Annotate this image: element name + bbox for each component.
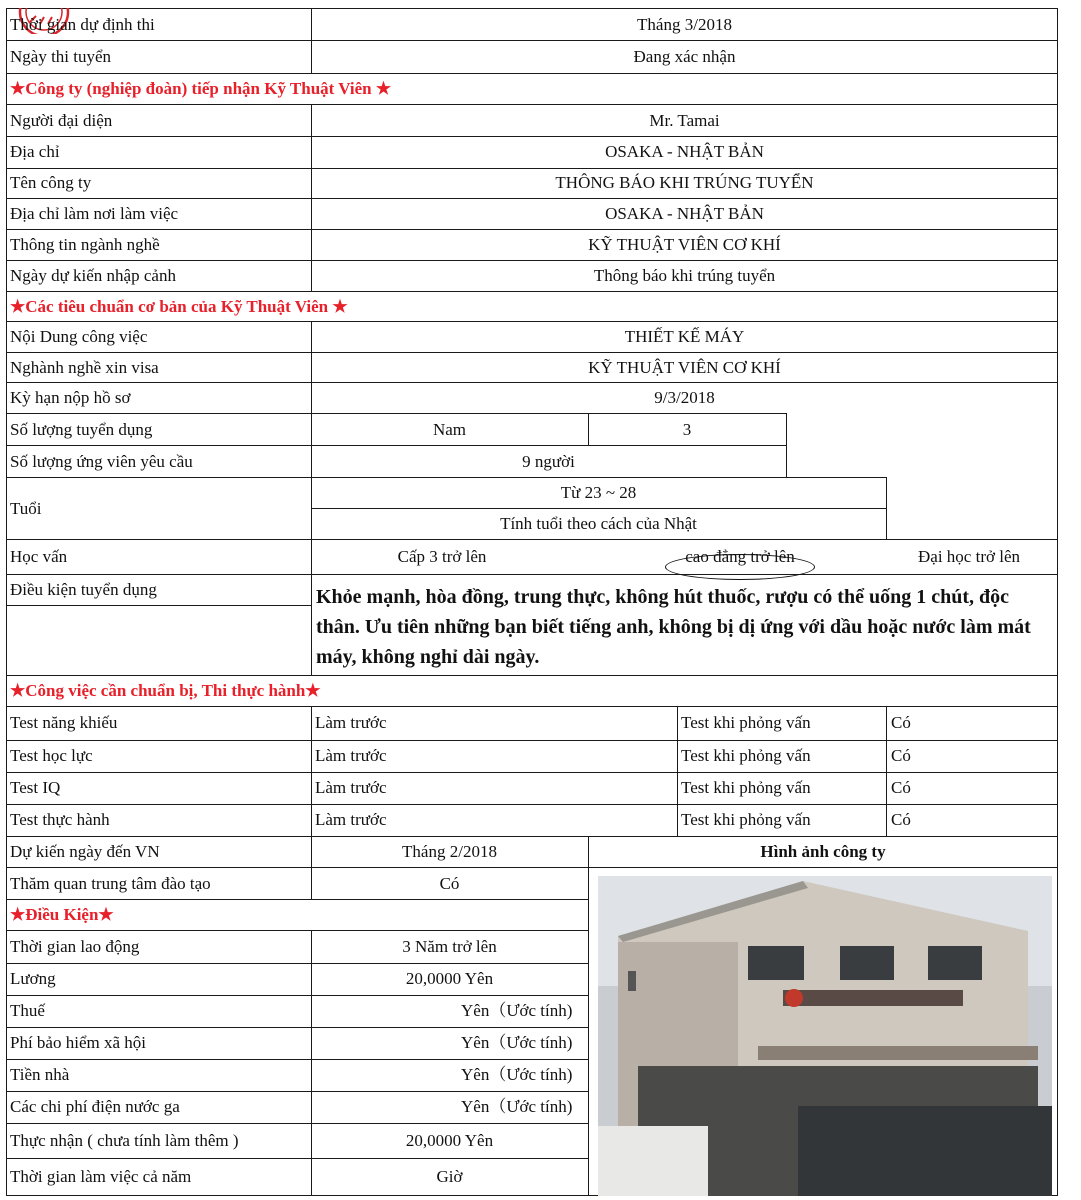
salary-label: Lương xyxy=(10,969,56,988)
conditions-label: Điều kiện tuyển dụng xyxy=(10,580,157,599)
test-interview: Test khi phỏng vấn xyxy=(681,778,811,797)
exam-time-label: Thời gian dự định thi xyxy=(10,15,155,34)
test-yes: Có xyxy=(891,778,911,797)
address-value: OSAKA - NHẬT BẢN xyxy=(605,142,764,161)
education-option-highschool: Cấp 3 trở lên xyxy=(397,547,487,566)
terms-section-heading: ★Điều Kiện★ xyxy=(10,905,114,924)
housing-label: Tiền nhà xyxy=(10,1065,70,1084)
housing-value: Yên（Ước tính) xyxy=(461,1065,573,1084)
test-pre: Làm trước xyxy=(315,778,387,797)
quota-label: Số lượng tuyển dụng xyxy=(10,420,153,439)
test-name: Test học lực xyxy=(10,746,93,765)
test-name: Test thực hành xyxy=(10,810,110,829)
test-name: Test năng khiếu xyxy=(10,713,118,732)
visit-value: Có xyxy=(439,874,460,893)
address-label: Địa chỉ xyxy=(10,142,60,161)
insurance-value: Yên（Ước tính) xyxy=(461,1033,573,1052)
conditions-text: Khỏe mạnh, hòa đồng, trung thực, không hút thuốc, rượu có thể uống 1 chút, độc thân. Ưu tiên những bạn biết tiếng anh, không bị dị ứng với dầu hoặc nước làm mát máy, không nghỉ dài ngày. xyxy=(316,586,1031,668)
annual-hours-value: Giờ xyxy=(436,1167,463,1186)
deadline-label: Kỳ hạn nộp hồ sơ xyxy=(10,388,131,407)
utilities-label: Các chi phí điện nước ga xyxy=(10,1097,180,1116)
recruitment-sheet xyxy=(6,8,1058,1196)
net-income-label: Thực nhận ( chưa tính làm thêm ) xyxy=(10,1131,239,1150)
photo-label: Hình ảnh công ty xyxy=(760,842,886,861)
age-range: Từ 23 ~ 28 xyxy=(560,483,637,502)
net-income-value: 20,0000 Yên xyxy=(405,1131,494,1150)
test-yes: Có xyxy=(891,746,911,765)
test-pre: Làm trước xyxy=(315,746,387,765)
company-name-label: Tên công ty xyxy=(10,173,92,192)
representative-value: Mr. Tamai xyxy=(649,111,720,130)
age-note: Tính tuổi theo cách của Nhật xyxy=(500,514,697,533)
industry-label: Thông tin ngành nghề xyxy=(10,235,160,254)
tax-label: Thuế xyxy=(10,1001,45,1020)
labor-value: 3 Năm trở lên xyxy=(402,937,497,956)
workplace-label: Địa chỉ làm nơi làm việc xyxy=(10,204,179,223)
exam-date-value: Đang xác nhận xyxy=(633,47,736,66)
insurance-label: Phí bảo hiểm xã hội xyxy=(10,1033,146,1052)
exam-time-value: Tháng 3/2018 xyxy=(637,15,732,34)
company-name-value: THÔNG BÁO KHI TRÚNG TUYỂN xyxy=(555,173,814,192)
prep-section-heading: ★Công việc cần chuẩn bị, Thi thực hành★ xyxy=(10,681,321,700)
deadline-value: 9/3/2018 xyxy=(654,388,715,407)
visit-label: Thăm quan trung tâm đào tạo xyxy=(10,874,211,893)
labor-label: Thời gian lao động xyxy=(10,937,140,956)
age-label: Tuổi xyxy=(10,499,42,518)
test-pre: Làm trước xyxy=(315,713,387,732)
arrival-value: Tháng 2/2018 xyxy=(402,842,497,861)
salary-value: 20,0000 Yên xyxy=(405,969,494,988)
test-interview: Test khi phỏng vấn xyxy=(681,713,811,732)
test-pre: Làm trước xyxy=(315,810,387,829)
visa-value: KỸ THUẬT VIÊN CƠ KHÍ xyxy=(588,358,781,377)
utilities-value: Yên（Ước tính) xyxy=(461,1097,573,1116)
entry-date-value: Thông báo khi trúng tuyển xyxy=(593,266,776,285)
quota-count: 3 xyxy=(682,420,692,439)
education-option-university: Đại học trở lên xyxy=(918,547,1020,566)
candidates-label: Số lượng ứng viên yêu cầu xyxy=(10,452,193,471)
annual-hours-label: Thời gian làm việc cả năm xyxy=(10,1167,192,1186)
test-interview: Test khi phỏng vấn xyxy=(681,746,811,765)
education-option-college: cao đẳng trở lên xyxy=(685,547,795,566)
visa-label: Nghành nghề xin visa xyxy=(10,358,159,377)
test-name: Test IQ xyxy=(10,778,61,797)
test-interview: Test khi phỏng vấn xyxy=(681,810,811,829)
entry-date-label: Ngày dự kiến nhập cảnh xyxy=(10,266,176,285)
quota-gender: Nam xyxy=(432,420,467,439)
tax-value: Yên（Ước tính) xyxy=(461,1001,573,1020)
representative-label: Người đại diện xyxy=(10,111,113,130)
candidates-value: 9 người xyxy=(522,452,575,471)
test-yes: Có xyxy=(891,810,911,829)
job-content-value: THIẾT KẾ MÁY xyxy=(624,327,745,346)
company-section-heading: ★Công ty (nghiệp đoàn) tiếp nhận Kỹ Thuật Viên ★ xyxy=(10,79,392,98)
exam-date-label: Ngày thi tuyển xyxy=(10,47,112,66)
arrival-label: Dự kiến ngày đến VN xyxy=(10,842,160,861)
education-label: Học vấn xyxy=(10,547,68,566)
company-building-photo xyxy=(598,876,1052,1196)
test-yes: Có xyxy=(891,713,911,732)
job-content-label: Nội Dung công việc xyxy=(10,327,148,346)
industry-value: KỸ THUẬT VIÊN CƠ KHÍ xyxy=(588,235,781,254)
workplace-value: OSAKA - NHẬT BẢN xyxy=(605,204,764,223)
standards-section-heading: ★Các tiêu chuẩn cơ bản của Kỹ Thuật Viên ★ xyxy=(10,297,348,316)
